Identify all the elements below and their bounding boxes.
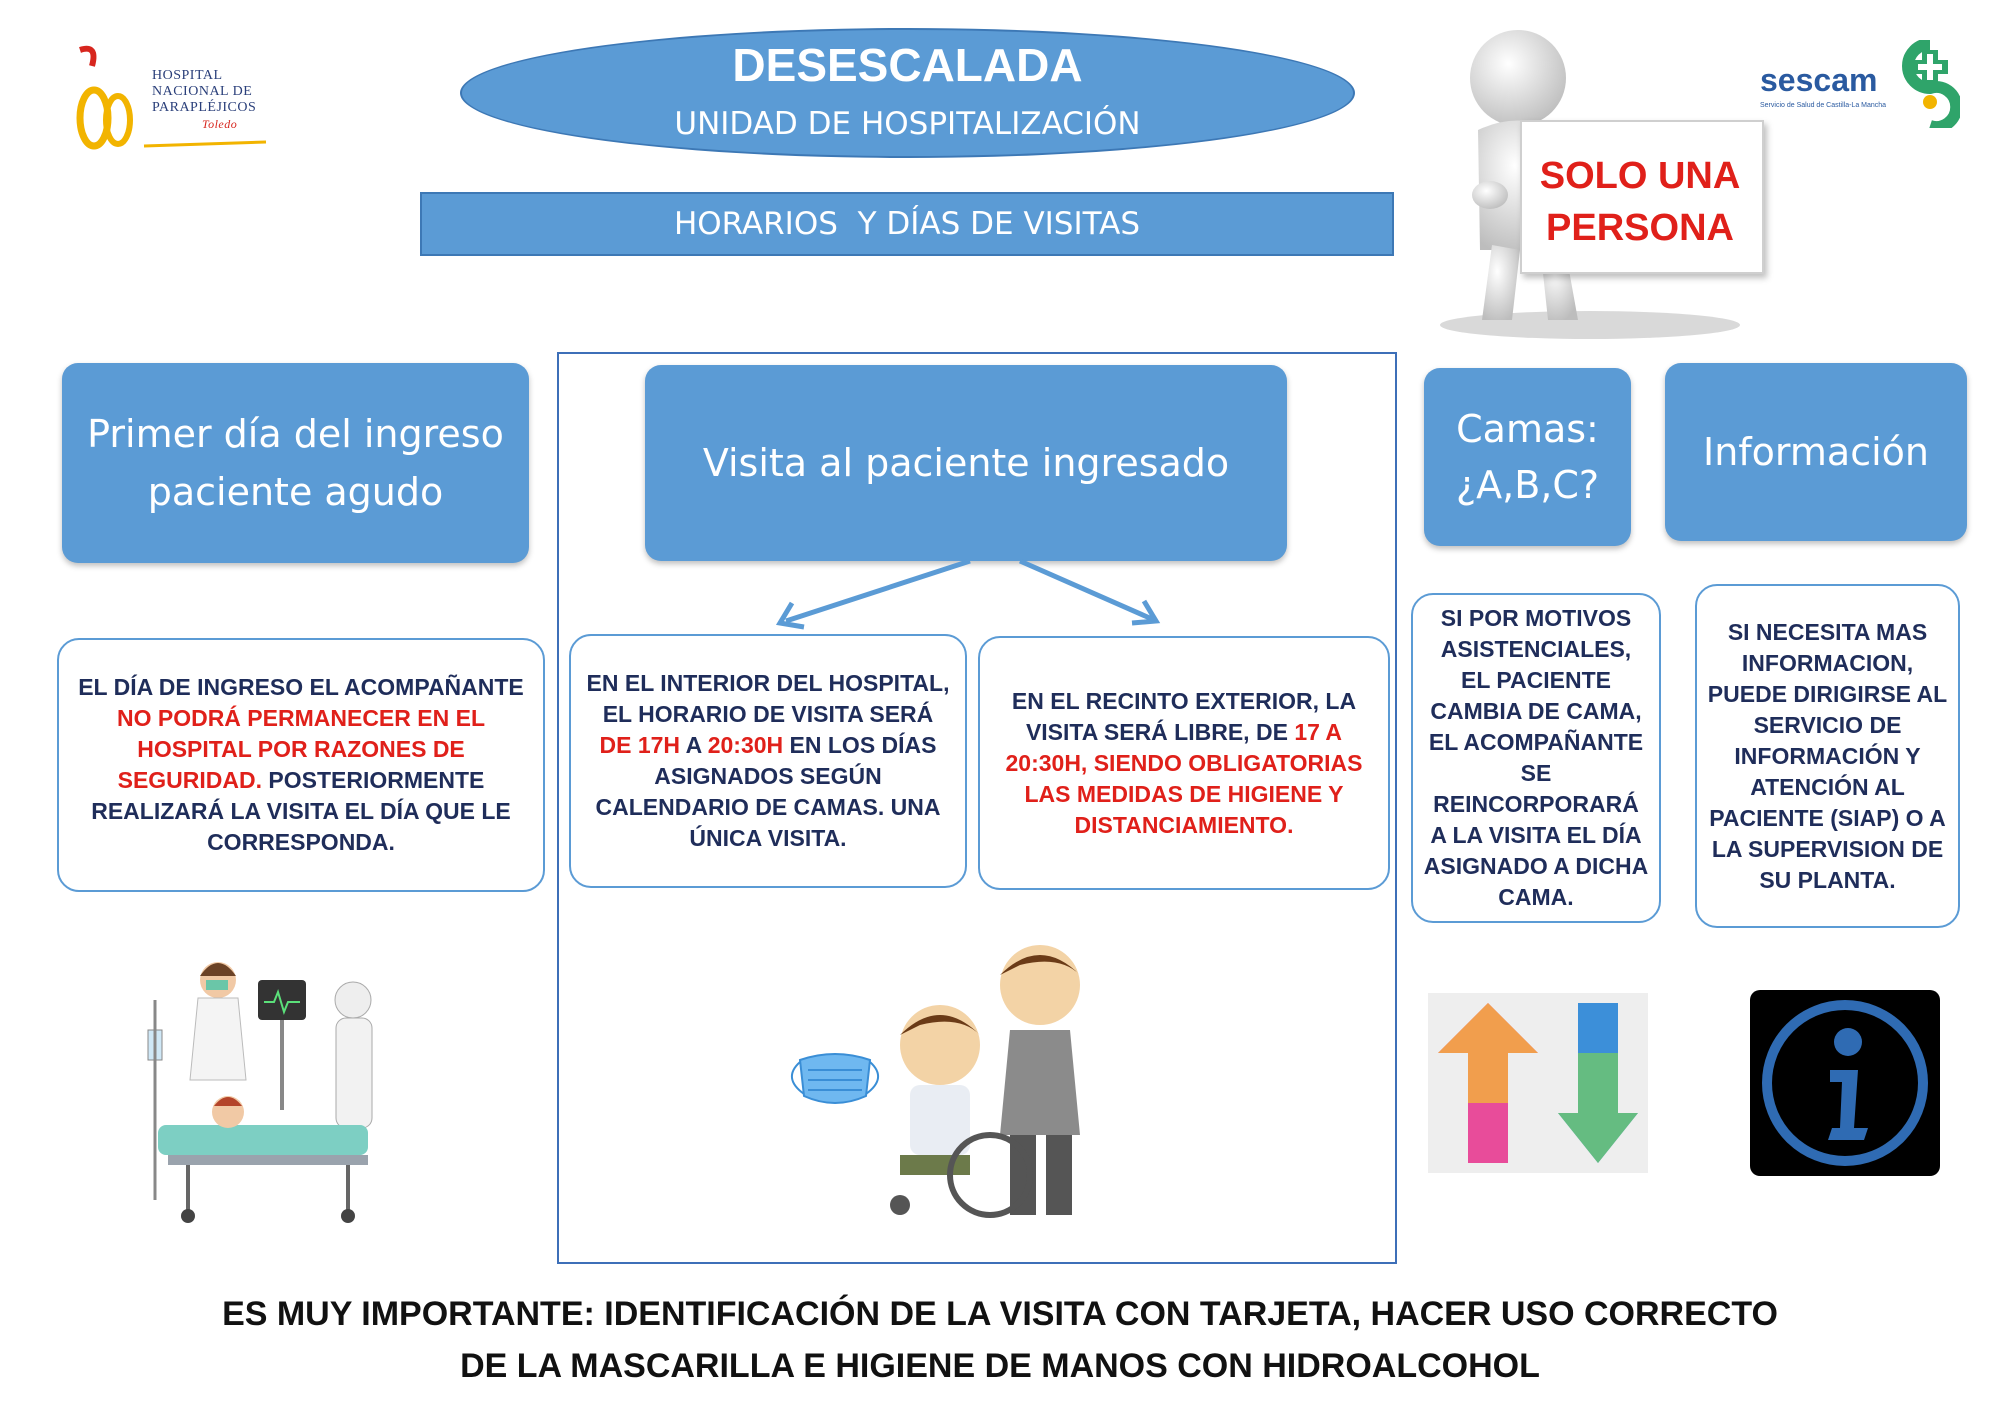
wheelchair-visit-illustration <box>860 935 1120 1225</box>
bed-change-box: SI POR MOTIVOS ASISTENCIALES, EL PACIENTE CAMBIA DE CAMA, EL ACOMPAÑANTE SE REINCORPORARÁ A LA VISITA EL DÍA ASIGNADO A DICHA CAMA. <box>1411 593 1661 923</box>
interior-text-4: 20:30H <box>707 732 784 758</box>
footer-notice <box>0 1288 2000 1392</box>
person-holding-sign <box>1420 20 1760 340</box>
page-title: DESESCALADA <box>732 39 1083 91</box>
branch-arrows-icon <box>770 555 1170 635</box>
sescam-logo-name: sescam <box>1760 62 1878 98</box>
interior-text-5: EN LOS DÍAS ASIGNADOS SEGÚN CALENDARIO DE CAMAS. UNA ÚNICA VISITA. <box>595 732 941 851</box>
visit-header: Visita al paciente ingresado <box>645 365 1287 561</box>
more-info-box: SI NECESITA MAS INFORMACION, PUEDE DIRIGIRSE AL SERVICIO DE INFORMACIÓN Y ATENCIÓN AL PACIENTE (SIAP) O A LA SUPERVISION DE SU PLANTA. <box>1695 584 1960 928</box>
admission-text-1: EL DÍA DE INGRESO EL ACOMPAÑANTE <box>78 674 524 700</box>
sescam-cross-icon <box>1900 40 1960 128</box>
exterior-text-1: EN EL RECINTO EXTERIOR, LA VISITA SERÁ LIBRE, DE <box>1011 687 1357 745</box>
admission-day-box <box>57 638 545 892</box>
sescam-logo-subtitle: Servicio de Salud de Castilla-La Mancha <box>1760 102 1887 109</box>
footer-line-2: DE LA MASCARILLA E HIGIENE DE MANOS CON HIDROALCOHOL <box>460 1347 1540 1385</box>
info-icon <box>1750 990 1940 1176</box>
first-day-header: Primer día del ingreso paciente agudo <box>62 363 529 563</box>
admission-text-3: POSTERIORMENTE REALIZARÁ LA VISITA EL DÍA QUE LE CORRESPONDA. <box>91 767 511 855</box>
hospital-logo <box>70 40 280 160</box>
beds-header: Camas: ¿A,B,C? <box>1424 368 1631 546</box>
page-subtitle: UNIDAD DE HOSPITALIZACIÓN <box>674 106 1141 142</box>
hospital-logo-line2: NACIONAL DE <box>152 84 253 99</box>
hospital-logo-line1: HOSPITAL <box>152 68 223 83</box>
hospital-logo-line3: PARAPLÉJICOS <box>152 100 257 115</box>
hospital-logo-city: Toledo <box>202 117 238 131</box>
interior-text-1: EN EL INTERIOR DEL HOSPITAL, EL HORARIO DE VISITA SERÁ <box>586 670 950 727</box>
hospital-bed-illustration <box>128 940 428 1240</box>
interior-text-2: DE 17H <box>599 732 681 758</box>
interior-visit-box <box>569 634 967 888</box>
info-header: Información <box>1665 363 1967 541</box>
admission-text-2: NO PODRÁ PERMANECER EN EL HOSPITAL POR RAZONES DE SEGURIDAD. <box>116 705 486 793</box>
exterior-text-2: 17 A 20:30H, SIENDO OBLIGATORIAS LAS MEDIDAS DE HIGIENE Y DISTANCIAMIENTO. <box>1005 718 1363 838</box>
sescam-logo <box>1760 40 1960 130</box>
exterior-visit-box <box>978 636 1390 890</box>
interior-text-3: A <box>680 732 708 758</box>
sign-line2: PERSONA <box>1546 207 1734 249</box>
schedule-banner: HORARIOS Y DÍAS DE VISITAS <box>420 192 1394 256</box>
sign-line1: SOLO UNA <box>1539 155 1741 197</box>
up-down-arrows-icon <box>1428 993 1648 1173</box>
footer-line-1: ES MUY IMPORTANTE: IDENTIFICACIÓN DE LA VISITA CON TARJETA, HACER USO CORRECTO <box>222 1295 1778 1333</box>
